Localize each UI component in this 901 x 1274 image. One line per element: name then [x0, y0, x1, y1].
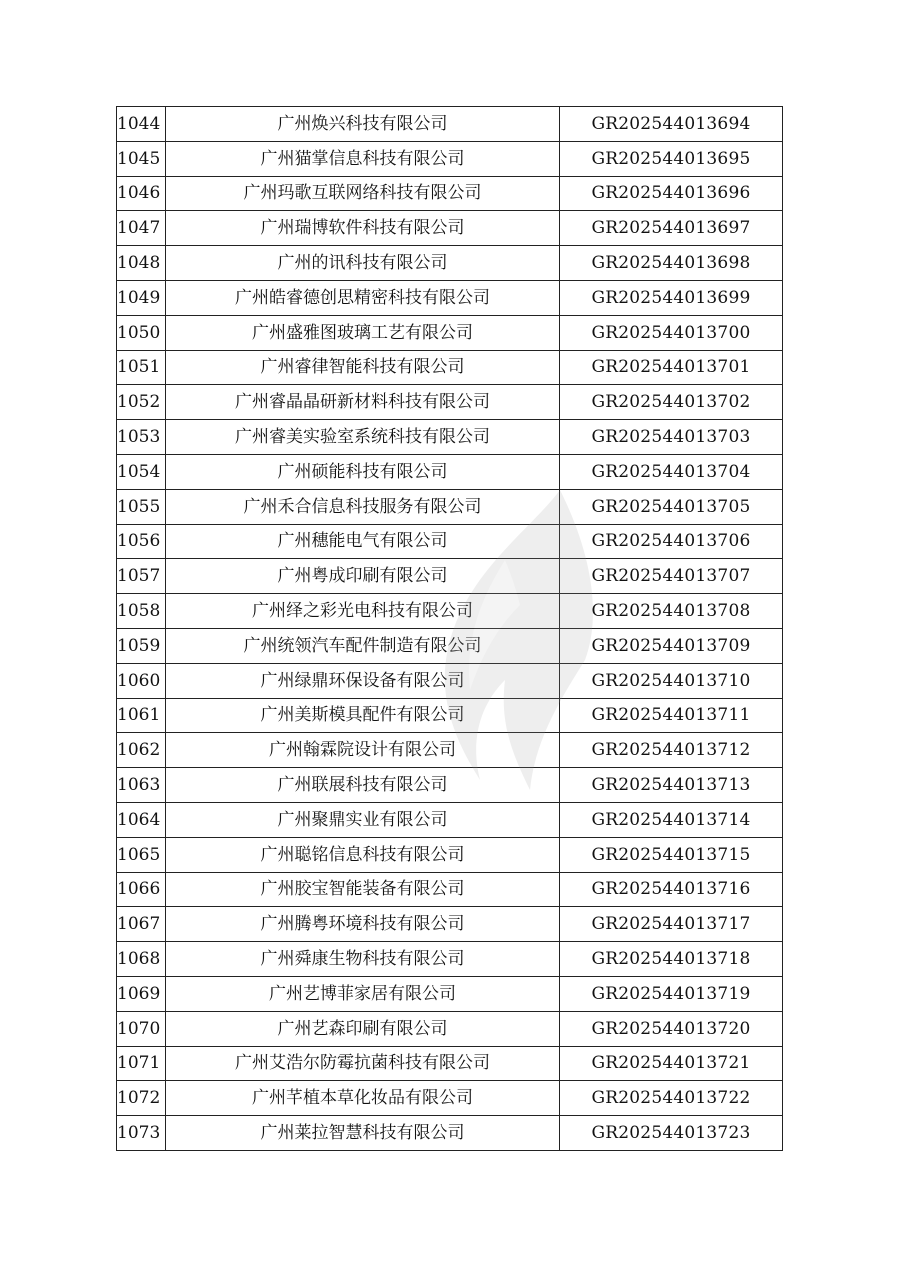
company-list-body	[117, 107, 783, 1151]
company-name: 广州舜康生物科技有限公司	[166, 942, 560, 977]
certificate-code: GR202544013696	[560, 176, 783, 211]
company-name: 广州艺博菲家居有限公司	[166, 976, 560, 1011]
company-name: 广州睿晶晶研新材料科技有限公司	[166, 385, 560, 420]
table-row	[117, 280, 783, 315]
table-row	[117, 211, 783, 246]
table-row	[117, 872, 783, 907]
certificate-code: GR202544013703	[560, 420, 783, 455]
table-row	[117, 385, 783, 420]
row-number: 1065	[117, 837, 166, 872]
row-number: 1044	[117, 107, 166, 142]
row-number: 1046	[117, 176, 166, 211]
row-number: 1073	[117, 1116, 166, 1151]
company-name: 广州睿美实验室系统科技有限公司	[166, 420, 560, 455]
company-name: 广州粤成印刷有限公司	[166, 559, 560, 594]
company-name: 广州胶宝智能装备有限公司	[166, 872, 560, 907]
row-number: 1072	[117, 1081, 166, 1116]
row-number: 1056	[117, 524, 166, 559]
table-row	[117, 976, 783, 1011]
row-number: 1051	[117, 350, 166, 385]
company-name: 广州联展科技有限公司	[166, 768, 560, 803]
company-name: 广州玛歌互联网络科技有限公司	[166, 176, 560, 211]
company-name: 广州绎之彩光电科技有限公司	[166, 594, 560, 629]
row-number: 1059	[117, 628, 166, 663]
table-row	[117, 663, 783, 698]
company-name: 广州睿律智能科技有限公司	[166, 350, 560, 385]
certificate-code: GR202544013700	[560, 315, 783, 350]
row-number: 1052	[117, 385, 166, 420]
certificate-code: GR202544013710	[560, 663, 783, 698]
certificate-code: GR202544013716	[560, 872, 783, 907]
row-number: 1067	[117, 907, 166, 942]
certificate-code: GR202544013723	[560, 1116, 783, 1151]
company-name: 广州穗能电气有限公司	[166, 524, 560, 559]
certificate-code: GR202544013714	[560, 802, 783, 837]
certificate-code: GR202544013713	[560, 768, 783, 803]
table-row	[117, 141, 783, 176]
certificate-code: GR202544013694	[560, 107, 783, 142]
row-number: 1069	[117, 976, 166, 1011]
table-row	[117, 698, 783, 733]
company-name: 广州盛雅图玻璃工艺有限公司	[166, 315, 560, 350]
table-row	[117, 454, 783, 489]
company-name: 广州翰霖院设计有限公司	[166, 733, 560, 768]
table-row	[117, 802, 783, 837]
company-name: 广州禾合信息科技服务有限公司	[166, 489, 560, 524]
row-number: 1068	[117, 942, 166, 977]
table-row	[117, 246, 783, 281]
table-row	[117, 628, 783, 663]
table-row	[117, 768, 783, 803]
table-row	[117, 176, 783, 211]
row-number: 1063	[117, 768, 166, 803]
table-row	[117, 524, 783, 559]
table-row	[117, 733, 783, 768]
certificate-code: GR202544013717	[560, 907, 783, 942]
company-name: 广州硕能科技有限公司	[166, 454, 560, 489]
table-row	[117, 350, 783, 385]
row-number: 1045	[117, 141, 166, 176]
certificate-code: GR202544013706	[560, 524, 783, 559]
certificate-code: GR202544013698	[560, 246, 783, 281]
row-number: 1048	[117, 246, 166, 281]
table-row	[117, 1011, 783, 1046]
certificate-code: GR202544013715	[560, 837, 783, 872]
certificate-code: GR202544013695	[560, 141, 783, 176]
row-number: 1054	[117, 454, 166, 489]
company-name: 广州皓睿德创思精密科技有限公司	[166, 280, 560, 315]
table-row	[117, 315, 783, 350]
certificate-code: GR202544013705	[560, 489, 783, 524]
company-name: 广州聪铭信息科技有限公司	[166, 837, 560, 872]
row-number: 1061	[117, 698, 166, 733]
company-name: 广州绿鼎环保设备有限公司	[166, 663, 560, 698]
certificate-code: GR202544013702	[560, 385, 783, 420]
certificate-code: GR202544013718	[560, 942, 783, 977]
row-number: 1055	[117, 489, 166, 524]
certificate-code: GR202544013709	[560, 628, 783, 663]
table-row	[117, 107, 783, 142]
table-row	[117, 1116, 783, 1151]
row-number: 1047	[117, 211, 166, 246]
certificate-code: GR202544013707	[560, 559, 783, 594]
company-name: 广州统领汽车配件制造有限公司	[166, 628, 560, 663]
table-row	[117, 1081, 783, 1116]
certificate-code: GR202544013704	[560, 454, 783, 489]
row-number: 1049	[117, 280, 166, 315]
certificate-code: GR202544013699	[560, 280, 783, 315]
company-name: 广州美斯模具配件有限公司	[166, 698, 560, 733]
certificate-code: GR202544013701	[560, 350, 783, 385]
table-row	[117, 942, 783, 977]
table-row	[117, 594, 783, 629]
row-number: 1066	[117, 872, 166, 907]
company-list-table	[116, 106, 783, 1151]
certificate-code: GR202544013711	[560, 698, 783, 733]
table-row	[117, 837, 783, 872]
row-number: 1064	[117, 802, 166, 837]
row-number: 1050	[117, 315, 166, 350]
company-name: 广州艾浩尔防霉抗菌科技有限公司	[166, 1046, 560, 1081]
certificate-code: GR202544013708	[560, 594, 783, 629]
certificate-code: GR202544013721	[560, 1046, 783, 1081]
certificate-code: GR202544013720	[560, 1011, 783, 1046]
certificate-code: GR202544013719	[560, 976, 783, 1011]
company-name: 广州莱拉智慧科技有限公司	[166, 1116, 560, 1151]
row-number: 1060	[117, 663, 166, 698]
company-name: 广州腾粤环境科技有限公司	[166, 907, 560, 942]
company-name: 广州艺森印刷有限公司	[166, 1011, 560, 1046]
certificate-code: GR202544013722	[560, 1081, 783, 1116]
certificate-code: GR202544013712	[560, 733, 783, 768]
company-name: 广州的讯科技有限公司	[166, 246, 560, 281]
company-name: 广州猫掌信息科技有限公司	[166, 141, 560, 176]
company-name: 广州聚鼎实业有限公司	[166, 802, 560, 837]
table-row	[117, 907, 783, 942]
row-number: 1053	[117, 420, 166, 455]
table-row	[117, 1046, 783, 1081]
row-number: 1062	[117, 733, 166, 768]
company-name: 广州焕兴科技有限公司	[166, 107, 560, 142]
table-row	[117, 489, 783, 524]
company-name: 广州芊植本草化妆品有限公司	[166, 1081, 560, 1116]
certificate-code: GR202544013697	[560, 211, 783, 246]
table-row	[117, 420, 783, 455]
row-number: 1071	[117, 1046, 166, 1081]
table-row	[117, 559, 783, 594]
row-number: 1058	[117, 594, 166, 629]
row-number: 1070	[117, 1011, 166, 1046]
company-name: 广州瑞博软件科技有限公司	[166, 211, 560, 246]
row-number: 1057	[117, 559, 166, 594]
